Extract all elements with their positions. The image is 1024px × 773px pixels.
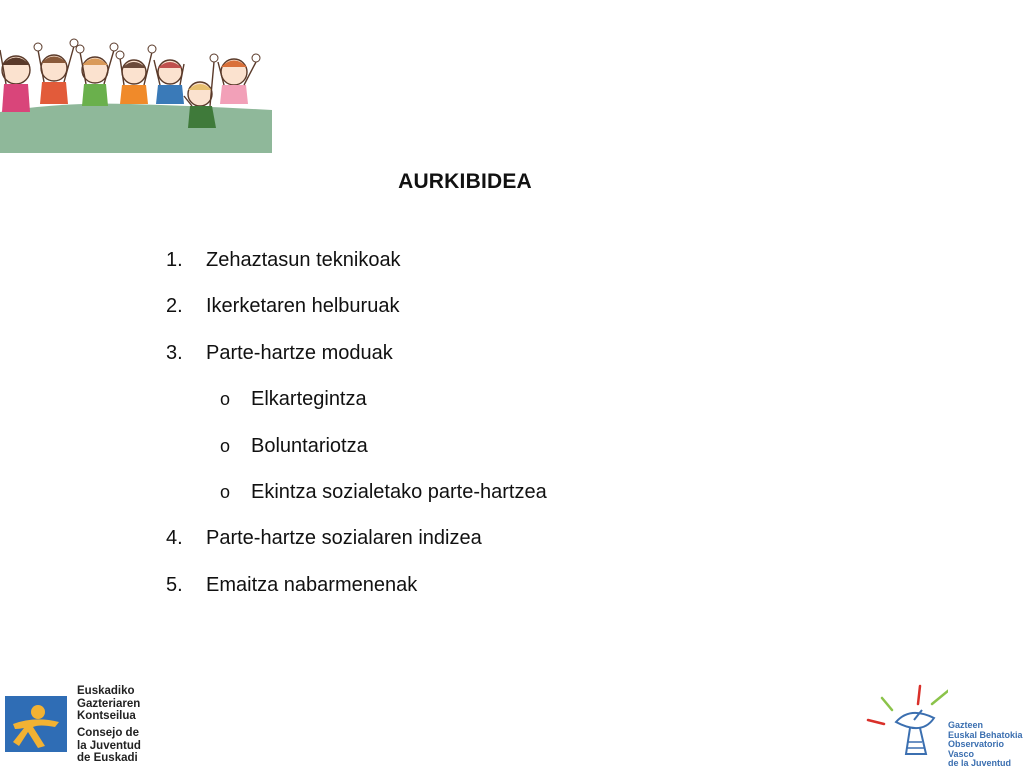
- children-banner-illustration: [0, 0, 272, 153]
- toc-subitem-bullet: o: [220, 481, 231, 502]
- toc-item-text: Parte-hartze sozialaren indizea: [206, 527, 482, 550]
- toc-subitem-bullet: o: [220, 389, 231, 410]
- toc-item-text: Zehaztasun teknikoak: [206, 249, 401, 271]
- toc-item-text: Emaitza nabarmenenak: [206, 573, 418, 596]
- toc-item-number: 1.: [166, 249, 183, 271]
- satellite-dish-icon: [862, 680, 948, 768]
- slide-title: AURKIBIDEA: [398, 170, 532, 193]
- toc-subitem-text: Ekintza sozialetako parte-hartzea: [251, 480, 547, 503]
- figure-icon: [5, 696, 67, 752]
- toc-subitem-bullet: o: [220, 435, 231, 456]
- observatory-logo-text: Gazteen Euskal Behatokia Observatorio Vasco de la Juventud: [948, 720, 1023, 769]
- logo-text-basque: Euskadiko Gazteriaren Kontseilua: [77, 685, 141, 722]
- toc-subitem-text: Elkartegintza: [251, 388, 367, 411]
- toc-item-text: Ikerketaren helburuak: [206, 295, 400, 318]
- youth-observatory-logo: [862, 680, 1024, 768]
- youth-council-logo: [5, 684, 155, 766]
- toc-item-number: 5.: [166, 573, 183, 596]
- toc-item-number: 4.: [166, 527, 183, 550]
- toc-subitem-text: Boluntariotza: [251, 434, 368, 457]
- toc-item-number: 2.: [166, 295, 183, 318]
- toc-item-text: Parte-hartze moduak: [206, 341, 393, 364]
- logo-text-spanish: Consejo de la Juventud de Euskadi: [77, 727, 141, 764]
- toc-item-number: 3.: [166, 341, 183, 364]
